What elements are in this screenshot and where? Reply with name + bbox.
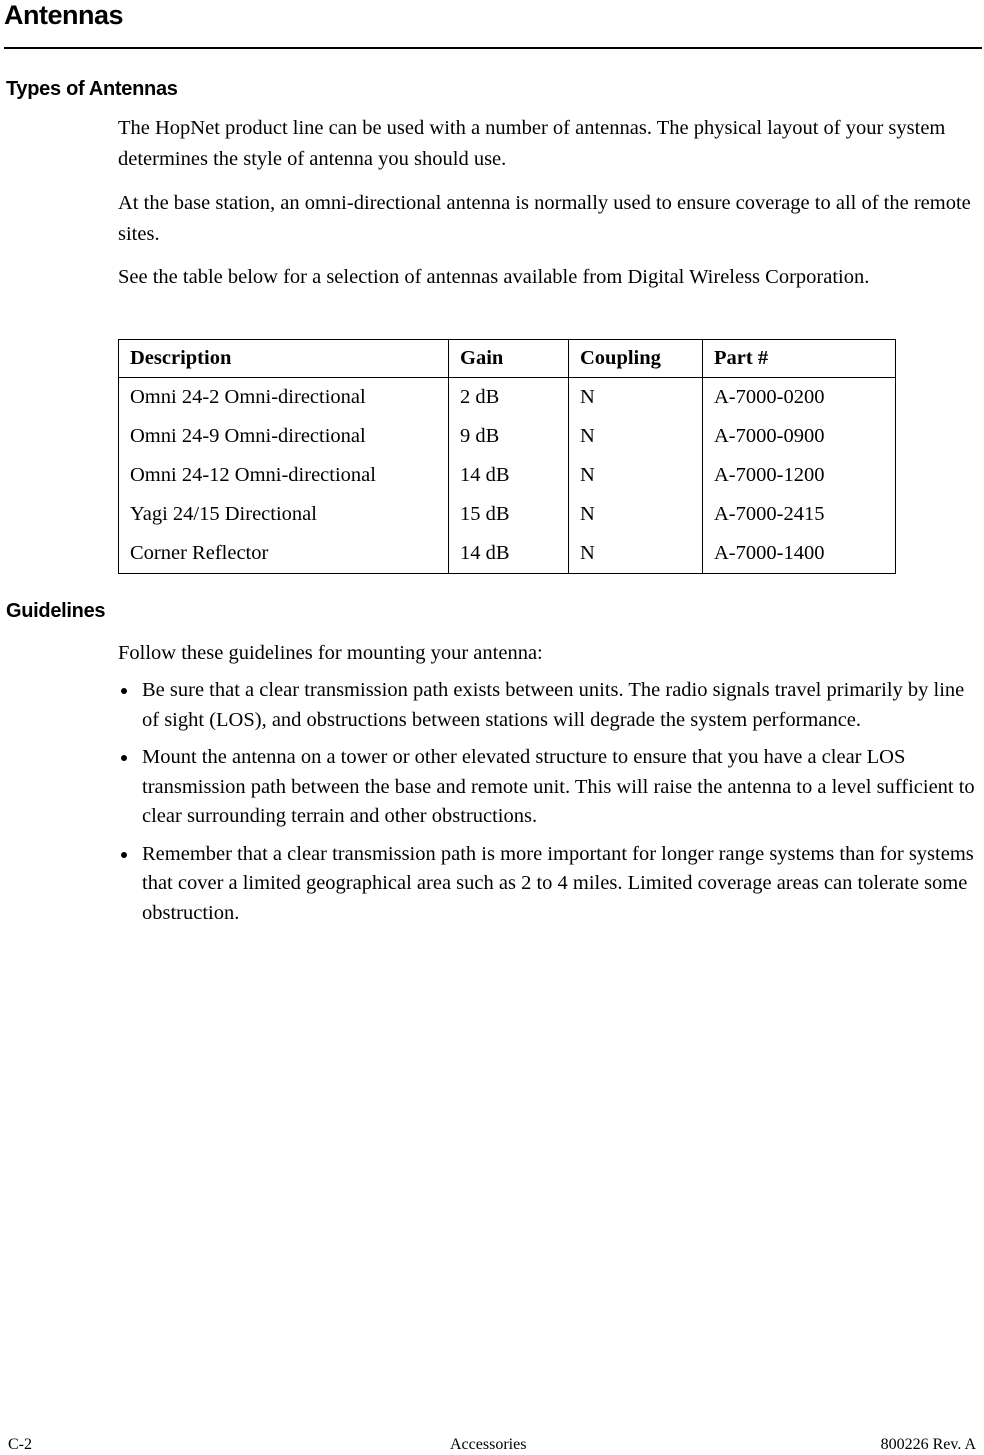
title-divider: [4, 47, 982, 49]
cell-gain: 15 dB: [449, 495, 569, 534]
guidelines-heading: Guidelines: [6, 600, 106, 622]
cell-description: Yagi 24/15 Directional: [119, 495, 449, 534]
cell-part-number: A-7000-0200: [703, 378, 896, 418]
cell-coupling: N: [569, 495, 703, 534]
intro-paragraph: The HopNet product line can be used with a number of antennas. The physical layout of your system determines the style of antenna you should use.: [118, 117, 946, 170]
cell-coupling: N: [569, 534, 703, 574]
bullet-icon: [121, 755, 127, 761]
list-item-text: Remember that a clear transmission path is more important for longer range systems than for systems that cover a limited geographical area such as 2 to 4 miles. Limited coverage areas can tolerate some obstruction.: [142, 842, 974, 924]
table-header-row: [119, 340, 896, 378]
guidelines-intro: Follow these guidelines for mounting your antenna:: [118, 642, 543, 664]
table-row: [119, 417, 896, 456]
cell-coupling: N: [569, 417, 703, 456]
table-row: [119, 495, 896, 534]
types-of-antennas-heading: Types of Antennas: [6, 78, 178, 100]
cell-gain: 9 dB: [449, 417, 569, 456]
cell-coupling: N: [569, 378, 703, 418]
table-reference-paragraph: See the table below for a selection of antennas available from Digital Wireless Corporation.: [118, 266, 870, 288]
cell-description: Omni 24-9 Omni-directional: [119, 417, 449, 456]
cell-part-number: A-7000-1200: [703, 456, 896, 495]
bullet-icon: [121, 852, 127, 858]
guidelines-list: [118, 676, 984, 936]
footer-page-number: C-2: [8, 1436, 32, 1453]
base-station-paragraph: At the base station, an omni-directional antenna is normally used to ensure coverage to all of the remote sites.: [118, 192, 971, 245]
header-gain: Gain: [449, 340, 569, 378]
cell-part-number: A-7000-1400: [703, 534, 896, 574]
cell-description: Corner Reflector: [119, 534, 449, 574]
cell-description: Omni 24-2 Omni-directional: [119, 378, 449, 418]
bullet-icon: [121, 688, 127, 694]
table-row: [119, 456, 896, 495]
table-row: [119, 534, 896, 574]
header-description: Description: [119, 340, 449, 378]
cell-gain: 14 dB: [449, 456, 569, 495]
list-item-text: Mount the antenna on a tower or other elevated structure to ensure that you have a clear LOS transmission path between the base and remote unit. This will raise the antenna to a level sufficient to clear surrounding terrain and other obstructions.: [142, 746, 975, 827]
cell-gain: 2 dB: [449, 378, 569, 418]
page-title: Antennas: [4, 0, 124, 30]
table-row: [119, 378, 896, 418]
cell-part-number: A-7000-0900: [703, 417, 896, 456]
header-part-number: Part #: [703, 340, 896, 378]
antenna-table: [118, 339, 896, 574]
list-item: [118, 676, 984, 735]
footer-revision: 800226 Rev. A: [880, 1436, 976, 1453]
list-item-text: Be sure that a clear transmission path exists between units. The radio signals travel primarily by line of sight (LOS), and obstructions between stations will degrade the system performance.: [142, 679, 965, 731]
cell-gain: 14 dB: [449, 534, 569, 574]
list-item: [118, 743, 984, 832]
cell-coupling: N: [569, 456, 703, 495]
list-item: [118, 840, 984, 929]
footer-section: Accessories: [450, 1436, 527, 1453]
header-coupling: Coupling: [569, 340, 703, 378]
cell-description: Omni 24-12 Omni-directional: [119, 456, 449, 495]
cell-part-number: A-7000-2415: [703, 495, 896, 534]
